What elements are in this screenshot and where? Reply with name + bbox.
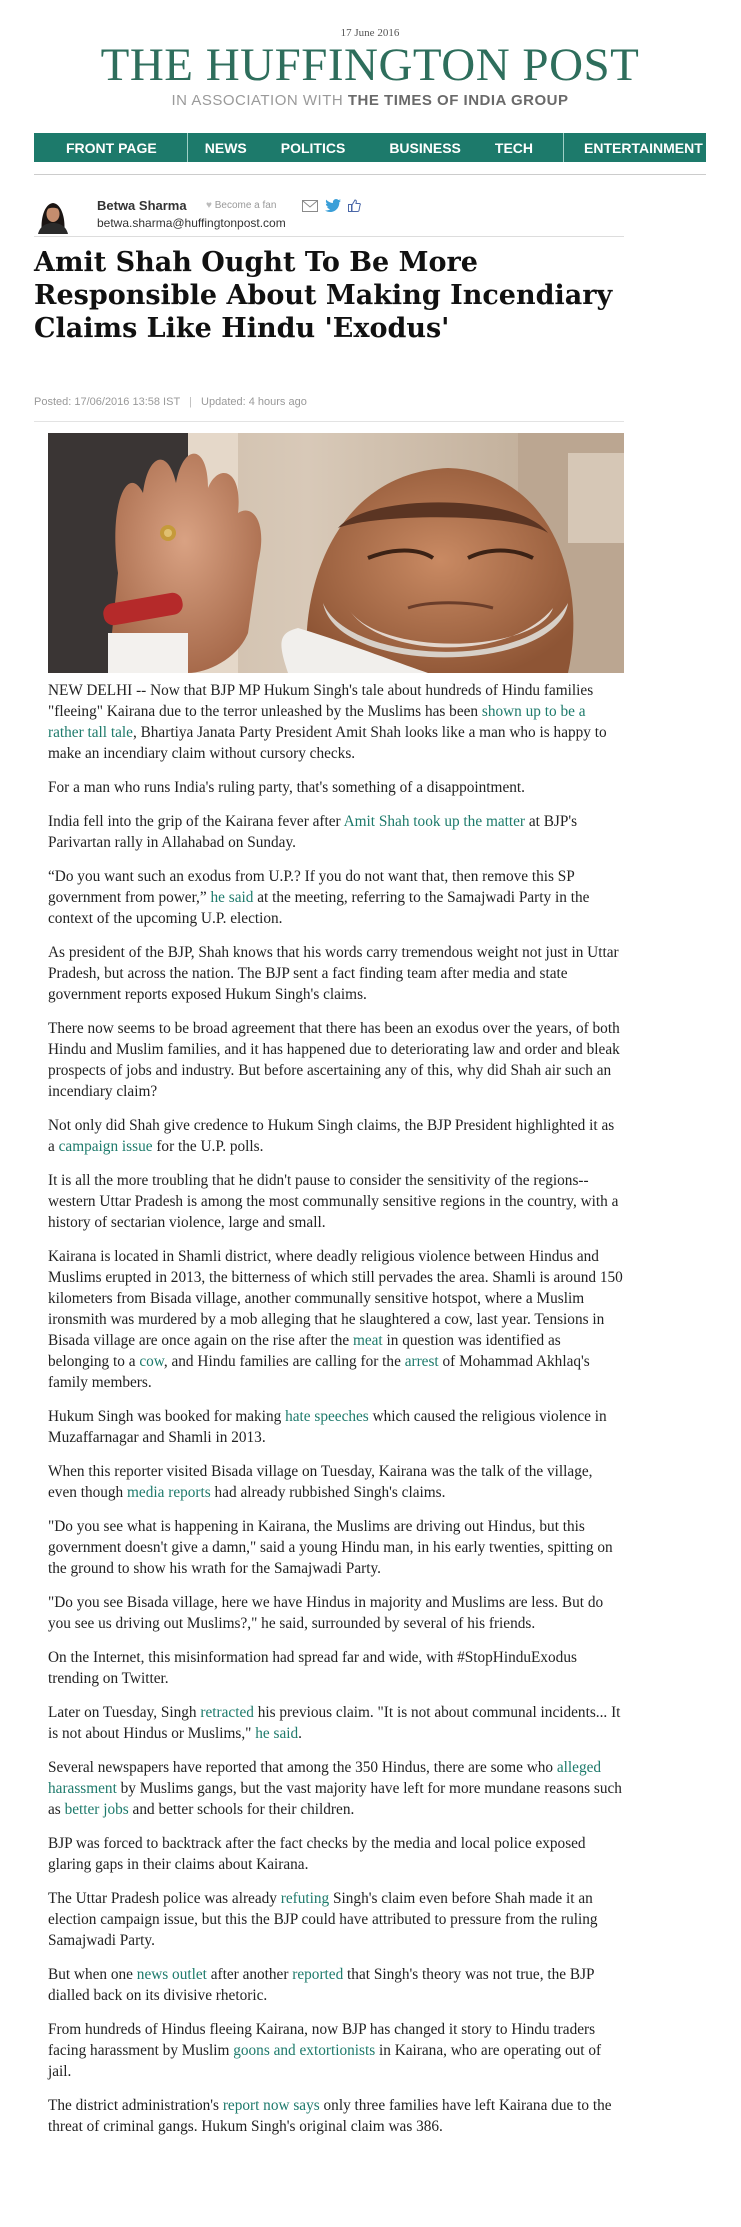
inline-link[interactable]: arrest (404, 1353, 439, 1370)
inline-link[interactable]: hate speeches (285, 1408, 369, 1425)
paragraph: Hukum Singh was booked for making hate speeches which caused the religious violence in Muzaffarnagar and Shamli in 2013. (48, 1408, 607, 1446)
inline-link[interactable]: meat (352, 1332, 383, 1349)
updated-timestamp: Updated: 4 hours ago (201, 396, 307, 408)
inline-link[interactable]: report now says (222, 2097, 320, 2114)
hero-image (48, 433, 624, 673)
paragraph: BJP was forced to backtrack after the fact checks by the media and local police exposed glaring gaps in their claims about Kairana. (48, 1835, 586, 1873)
inline-link[interactable]: better jobs (64, 1801, 129, 1818)
paragraph: The district administration's report now says only three families have left Kairana due to the threat of criminal gangs. Hukum Singh's original claim was 386. (48, 2097, 612, 2135)
author-avatar[interactable] (34, 196, 72, 234)
site-logo[interactable]: THE HUFFINGTON POST (100, 39, 640, 91)
nav-politics[interactable]: POLITICS (280, 139, 346, 156)
paragraph: India fell into the grip of the Kairana fever after Amit Shah took up the matter at BJP's Parivartan rally in Allahabad on Sunday. (48, 813, 578, 851)
meta-separator: | (189, 396, 193, 408)
paragraph: “Do you want such an exodus from U.P.? If you do not want that, then remove this SP government from power,” he said at the meeting, referring to the Samajwadi Party in the context of the upcoming U.P. election. (48, 868, 590, 927)
article-meta (34, 396, 307, 408)
association-prefix: IN ASSOCIATION WITH (171, 92, 344, 109)
nav-front-page[interactable]: FRONT PAGE (66, 139, 157, 156)
main-nav (34, 133, 706, 162)
inline-link[interactable]: media reports (127, 1484, 211, 1501)
become-fan-link[interactable] (206, 200, 276, 211)
page (34, 0, 706, 2135)
nav-entertainment[interactable]: ENTERTAINMENT (584, 139, 703, 156)
nav-news[interactable]: NEWS (204, 139, 247, 156)
article-title: Amit Shah Ought To Be More Responsible About Making Incendiary Claims Like Hindu 'Exodus' (34, 247, 613, 344)
paragraph: On the Internet, this misinformation had spread far and wide, with #StopHinduExodus trending on Twitter. (48, 1649, 577, 1687)
posted-timestamp: Posted: 17/06/2016 13:58 IST (34, 396, 181, 408)
email-icon[interactable] (302, 197, 318, 216)
paragraph: It is all the more troubling that he didn't pause to consider the sensitivity of the regions--western Uttar Pradesh is among the most communally sensitive regions in the country, with a history of sectarian violence, large and small. (48, 1172, 619, 1231)
inline-link[interactable]: he said (210, 889, 254, 906)
meta-divider (34, 421, 624, 422)
paragraph: From hundreds of Hindus fleeing Kairana, now BJP has changed it story to Hindu traders facing harassment by Muslim goons and extortionists in Kairana, who are operating out of jail. (48, 2021, 602, 2080)
paragraph: Not only did Shah give credence to Hukum Singh claims, the BJP President highlighted it as a campaign issue for the U.P. polls. (48, 1117, 615, 1155)
inline-link[interactable]: goons and extortionists (233, 2042, 376, 2059)
paragraph: When this reporter visited Bisada village on Tuesday, Kairana was the talk of the village, even though media reports had already rubbished Singh's claims. (48, 1463, 593, 1501)
facebook-like-icon[interactable] (348, 197, 361, 216)
paragraph: As president of the BJP, Shah knows that his words carry tremendous weight not just in Uttar Pradesh, but across the nation. The BJP sent a fact finding team after media and state government reports exposed Hukum Singh's claims. (48, 944, 619, 1003)
inline-link[interactable]: alleged harassment (48, 1759, 602, 1797)
inline-link[interactable]: news outlet (136, 1966, 207, 1983)
paragraph: The Uttar Pradesh police was already refuting Singh's claim even before Shah made it an election campaign issue, but this the BJP could have attributed to pressure from the ruling Samajwadi Party. (48, 1890, 598, 1949)
association-line (34, 92, 706, 109)
inline-link[interactable]: shown up to be a rather tall tale (48, 703, 586, 741)
header-divider (34, 174, 706, 175)
nav-business[interactable]: BUSINESS (389, 139, 461, 156)
paragraph: Kairana is located in Shamli district, where deadly religious violence between Hindus and Muslims erupted in 2013, the bitterness of which still pervades the area. Shamli is around 150 kilometers from Bisada village, another communally sensitive hotspot, where a Muslim ironsmith was murdered by a mob alleging that he slaughtered a cow, last year. Tensions in Bisada village are once again on the rise after the meat in question was identified as belonging to a cow, and Hindu families are calling for the arrest of Mohammad Akhlaq's family members. (48, 1248, 623, 1391)
inline-link[interactable]: reported (292, 1966, 344, 1983)
author-email[interactable]: betwa.sharma@huffingtonpost.com (97, 216, 286, 230)
article-body (48, 680, 624, 2150)
twitter-icon[interactable] (325, 197, 341, 216)
become-fan-label: Become a fan (214, 200, 277, 211)
paragraph: For a man who runs India's ruling party, that's something of a disappointment. (48, 779, 525, 796)
paragraph: NEW DELHI -- Now that BJP MP Hukum Singh's tale about hundreds of Hindu families "fleeing" Kairana due to the terror unleashed by the Muslims has been shown up to be a rather tall tale, Bhartiya Janata Party President Amit Shah looks like a man who is happy to make an incendiary claim without cursory checks. (48, 682, 607, 762)
paragraph: "Do you see what is happening in Kairana, the Muslims are driving out Hindus, but this government doesn't give a damn," said a young Hindu man, in his early twenties, spitting on the ground to show his wrath for the Samajwadi Party. (48, 1518, 613, 1577)
paragraph: Later on Tuesday, Singh retracted his previous claim. "It is not about communal incidents... It is not about Hindus or Muslims," he said. (48, 1704, 621, 1742)
heart-icon: ♥ (206, 200, 212, 211)
paragraph: Several newspapers have reported that among the 350 Hindus, there are some who alleged harassment by Muslims gangs, but the vast majority have left for more mundane reasons such as better jobs and better schools for their children. (48, 1759, 622, 1818)
paragraph: There now seems to be broad agreement that there has been an exodus over the years, of both Hindu and Muslim families, and it has happened due to deteriorating law and order and bleak prospects of jobs and industry. But before ascertaining any of this, why did Shah air such an incendiary claim? (48, 1020, 620, 1100)
association-partner: THE TIMES OF INDIA GROUP (347, 92, 569, 109)
inline-link[interactable]: refuting (280, 1890, 330, 1907)
author-name[interactable]: Betwa Sharma (97, 198, 187, 213)
paragraph: But when one news outlet after another reported that Singh's theory was not true, the BJP dialled back on its divisive rhetoric. (48, 1966, 594, 2004)
author-byline (34, 196, 624, 236)
byline-divider (34, 236, 624, 237)
nav-tech[interactable]: TECH (494, 139, 534, 156)
inline-link[interactable]: retracted (200, 1704, 254, 1721)
author-share-icons (302, 197, 361, 216)
edition-date: 17 June 2016 (340, 27, 400, 39)
paragraph: "Do you see Bisada village, here we have Hindus in majority and Muslims are less. But do you see us driving out Muslims?," he said, surrounded by several of his friends. (48, 1594, 604, 1632)
inline-link[interactable]: cow (139, 1353, 164, 1370)
inline-link[interactable]: campaign issue (58, 1138, 153, 1155)
inline-link[interactable]: Amit Shah took up the matter (343, 813, 526, 830)
inline-link[interactable]: he said (255, 1725, 299, 1742)
